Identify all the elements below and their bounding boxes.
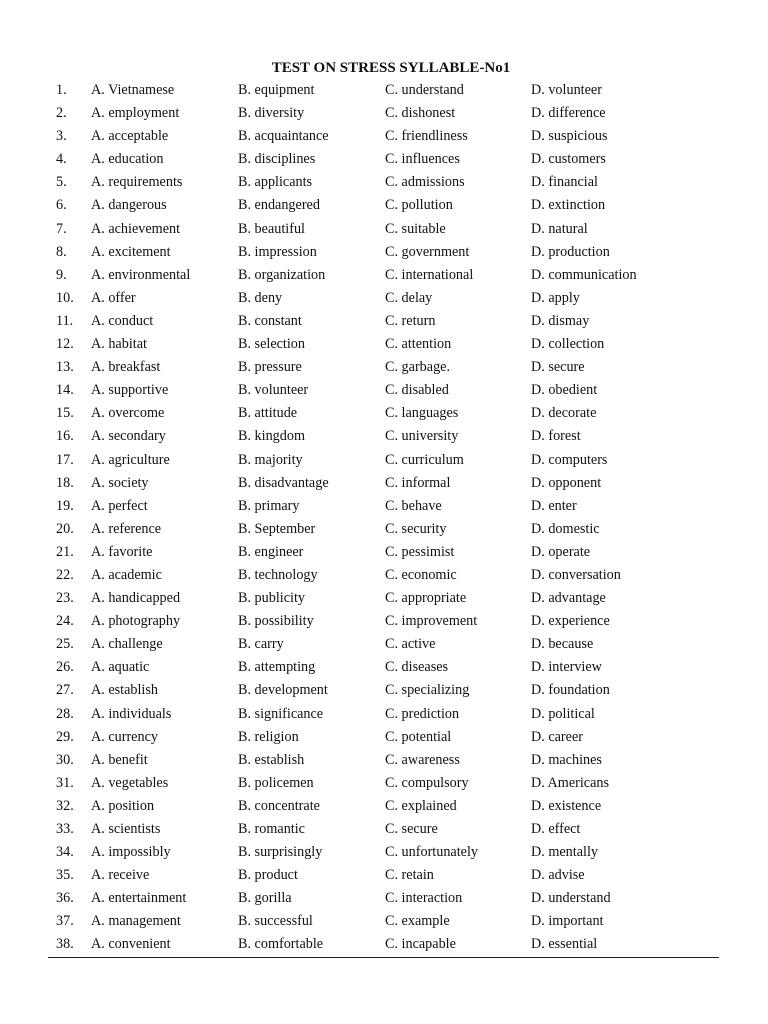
question-number: 19. — [56, 497, 74, 514]
question-row — [0, 425, 768, 448]
question-row — [0, 772, 768, 795]
question-row — [0, 633, 768, 656]
option-d: D. forest — [531, 428, 581, 445]
question-number: 8. — [56, 243, 67, 260]
option-d: D. collection — [531, 336, 605, 353]
option-a: A. reference — [91, 520, 162, 537]
option-c: C. understand — [385, 82, 464, 98]
option-a: A. handicapped — [91, 590, 181, 607]
option-a: A. supportive — [91, 382, 169, 399]
option-b: B. concentrate — [238, 797, 320, 814]
question-number: 9. — [56, 266, 67, 283]
option-a: A. Vietnamese — [91, 82, 175, 98]
option-d: D. enter — [531, 497, 577, 514]
option-b: B. establish — [238, 751, 305, 768]
option-a: A. convenient — [91, 936, 171, 953]
question-row — [0, 472, 768, 495]
option-d: D. important — [531, 913, 604, 930]
question-row — [0, 656, 768, 679]
question-row — [0, 310, 768, 333]
option-d: D. foundation — [531, 682, 610, 699]
option-c: C. return — [385, 312, 436, 329]
question-row — [0, 910, 768, 933]
question-row — [0, 194, 768, 217]
option-a: A. excitement — [91, 243, 171, 260]
question-row — [0, 795, 768, 818]
option-a: A. perfect — [91, 497, 148, 514]
option-b: B. engineer — [238, 543, 304, 560]
option-c: C. influences — [385, 151, 460, 168]
option-d: D. understand — [531, 890, 611, 907]
question-number: 30. — [56, 751, 74, 768]
option-b: B. majority — [238, 451, 303, 468]
option-d: D. operate — [531, 543, 591, 560]
option-b: B. applicants — [238, 174, 313, 191]
option-a: A. management — [91, 913, 181, 930]
option-d: D. essential — [531, 936, 598, 953]
option-d: D. political — [531, 705, 595, 722]
question-number: 7. — [56, 220, 67, 237]
option-d: D. dismay — [531, 312, 590, 329]
option-c: C. explained — [385, 797, 457, 814]
question-number: 18. — [56, 474, 74, 491]
bottom-divider — [48, 957, 719, 958]
question-row — [0, 218, 768, 241]
option-d: D. existence — [531, 797, 602, 814]
option-a: A. aquatic — [91, 659, 150, 676]
question-row — [0, 495, 768, 518]
option-c: C. compulsory — [385, 774, 469, 791]
option-a: A. society — [91, 474, 149, 491]
option-c: C. suitable — [385, 220, 446, 237]
question-row — [0, 287, 768, 310]
question-number: 15. — [56, 405, 74, 422]
option-d: D. advise — [531, 867, 585, 884]
option-c: C. admissions — [385, 174, 465, 191]
question-number: 33. — [56, 821, 74, 837]
option-d: D. suspicious — [531, 128, 608, 145]
question-number: 5. — [56, 174, 67, 191]
option-b: B. beautiful — [238, 220, 305, 237]
option-c: C. diseases — [385, 659, 449, 676]
question-row — [0, 541, 768, 564]
option-d: D. Americans — [531, 774, 610, 791]
option-a: A. benefit — [91, 751, 148, 768]
option-b: B. primary — [238, 497, 300, 514]
option-b: B. diversity — [238, 105, 305, 122]
option-c: C. secure — [385, 821, 438, 837]
option-a: A. position — [91, 797, 155, 814]
option-d: D. computers — [531, 451, 608, 468]
question-number: 22. — [56, 566, 74, 583]
option-b: B. carry — [238, 636, 284, 653]
question-number: 16. — [56, 428, 74, 445]
option-c: C. languages — [385, 405, 459, 422]
option-b: B. surprisingly — [238, 844, 323, 861]
option-a: A. conduct — [91, 312, 154, 329]
option-b: B. kingdom — [238, 428, 306, 445]
option-b: B. comfortable — [238, 936, 324, 953]
option-d: D. production — [531, 243, 610, 260]
option-a: A. photography — [91, 613, 181, 630]
option-c: C. prediction — [385, 705, 460, 722]
option-c: C. curriculum — [385, 451, 464, 468]
question-row — [0, 356, 768, 379]
option-c: C. international — [385, 266, 474, 283]
question-row — [0, 171, 768, 194]
option-d: D. volunteer — [531, 82, 602, 98]
option-a: A. habitat — [91, 336, 147, 353]
option-a: A. breakfast — [91, 359, 161, 376]
option-b: B. successful — [238, 913, 313, 930]
question-number: 26. — [56, 659, 74, 676]
option-d: D. natural — [531, 220, 588, 237]
question-row — [0, 264, 768, 287]
option-c: C. university — [385, 428, 459, 445]
option-b: B. disciplines — [238, 151, 316, 168]
option-d: D. opponent — [531, 474, 602, 491]
question-number: 38. — [56, 936, 74, 953]
option-a: A. overcome — [91, 405, 165, 422]
option-b: B. publicity — [238, 590, 305, 607]
option-b: B. romantic — [238, 821, 305, 837]
option-d: D. secure — [531, 359, 585, 376]
option-a: A. agriculture — [91, 451, 170, 468]
option-a: A. achievement — [91, 220, 181, 237]
option-c: C. economic — [385, 566, 457, 583]
option-c: C. appropriate — [385, 590, 467, 607]
option-b: B. development — [238, 682, 328, 699]
question-number: 14. — [56, 382, 74, 399]
question-row — [0, 241, 768, 264]
option-c: C. informal — [385, 474, 451, 491]
option-a: A. acceptable — [91, 128, 169, 145]
option-c: C. attention — [385, 336, 452, 353]
option-a: A. academic — [91, 566, 162, 583]
option-b: B. pressure — [238, 359, 302, 376]
option-a: A. vegetables — [91, 774, 169, 791]
question-number: 35. — [56, 867, 74, 884]
option-d: D. interview — [531, 659, 602, 676]
question-number: 36. — [56, 890, 74, 907]
option-d: D. difference — [531, 105, 606, 122]
option-d: D. domestic — [531, 520, 600, 537]
document-title: TEST ON STRESS SYLLABLE-No1 — [271, 60, 511, 76]
question-row — [0, 518, 768, 541]
option-c: C. potential — [385, 728, 452, 745]
question-row — [0, 818, 768, 841]
option-b: B. disadvantage — [238, 474, 329, 491]
option-d: D. customers — [531, 151, 606, 168]
question-number: 11. — [56, 312, 74, 329]
question-number: 27. — [56, 682, 74, 699]
question-number: 20. — [56, 520, 74, 537]
question-number: 17. — [56, 451, 74, 468]
option-a: A. currency — [91, 728, 158, 745]
option-c: C. interaction — [385, 890, 463, 907]
option-c: C. delay — [385, 289, 433, 306]
option-b: B. organization — [238, 266, 326, 283]
question-number: 2. — [56, 105, 67, 122]
question-row — [0, 610, 768, 633]
question-number: 21. — [56, 543, 74, 560]
option-c: C. awareness — [385, 751, 460, 768]
question-number: 1. — [56, 82, 67, 98]
option-d: D. extinction — [531, 197, 606, 214]
question-list — [0, 79, 768, 957]
option-c: C. retain — [385, 867, 434, 884]
question-row — [0, 841, 768, 864]
option-b: B. gorilla — [238, 890, 292, 907]
option-b: B. acquaintance — [238, 128, 329, 145]
option-a: A. receive — [91, 867, 150, 884]
option-a: A. secondary — [91, 428, 166, 445]
option-a: A. scientists — [91, 821, 161, 837]
option-c: C. garbage. — [385, 359, 451, 376]
option-b: B. endangered — [238, 197, 320, 214]
option-b: B. technology — [238, 566, 318, 583]
option-d: D. conversation — [531, 566, 621, 583]
option-b: B. equipment — [238, 82, 315, 98]
option-d: D. mentally — [531, 844, 598, 861]
option-d: D. because — [531, 636, 594, 653]
option-c: C. pessimist — [385, 543, 455, 560]
question-number: 25. — [56, 636, 74, 653]
option-c: C. active — [385, 636, 436, 653]
option-a: A. challenge — [91, 636, 163, 653]
option-c: C. example — [385, 913, 450, 930]
option-c: C. improvement — [385, 613, 478, 630]
option-a: A. establish — [91, 682, 158, 699]
question-number: 6. — [56, 197, 67, 214]
option-c: C. disabled — [385, 382, 449, 399]
question-number: 29. — [56, 728, 74, 745]
option-c: C. friendliness — [385, 128, 468, 145]
question-row — [0, 125, 768, 148]
option-b: B. volunteer — [238, 382, 309, 399]
question-number: 23. — [56, 590, 74, 607]
question-row — [0, 749, 768, 772]
option-c: C. specializing — [385, 682, 470, 699]
option-c: C. government — [385, 243, 470, 260]
option-d: D. financial — [531, 174, 598, 191]
option-b: B. possibility — [238, 613, 314, 630]
question-number: 31. — [56, 774, 74, 791]
question-row — [0, 379, 768, 402]
option-d: D. experience — [531, 613, 610, 630]
question-row — [0, 564, 768, 587]
question-number: 34. — [56, 844, 74, 861]
option-d: D. obedient — [531, 382, 598, 399]
option-b: B. religion — [238, 728, 299, 745]
option-b: B. deny — [238, 289, 283, 306]
option-d: D. career — [531, 728, 583, 745]
option-b: B. attitude — [238, 405, 298, 422]
question-number: 13. — [56, 359, 74, 376]
question-row — [0, 148, 768, 171]
question-number: 32. — [56, 797, 74, 814]
option-c: C. incapable — [385, 936, 456, 953]
option-a: A. impossibly — [91, 844, 171, 861]
question-number: 37. — [56, 913, 74, 930]
option-b: B. significance — [238, 705, 324, 722]
option-a: A. dangerous — [91, 197, 167, 214]
question-number: 4. — [56, 151, 67, 168]
option-a: A. entertainment — [91, 890, 187, 907]
question-row — [0, 726, 768, 749]
question-row — [0, 587, 768, 610]
option-a: A. environmental — [91, 266, 191, 283]
question-row — [0, 402, 768, 425]
option-c: C. unfortunately — [385, 844, 478, 861]
option-c: C. pollution — [385, 197, 453, 214]
option-d: D. advantage — [531, 590, 606, 607]
option-a: A. employment — [91, 105, 180, 122]
question-row — [0, 449, 768, 472]
option-c: C. security — [385, 520, 447, 537]
question-row — [0, 102, 768, 125]
option-b: B. selection — [238, 336, 305, 353]
question-row — [0, 703, 768, 726]
question-number: 10. — [56, 289, 74, 306]
option-a: A. education — [91, 151, 164, 168]
option-b: B. constant — [238, 312, 302, 329]
question-number: 24. — [56, 613, 74, 630]
question-row — [0, 79, 768, 102]
question-row — [0, 933, 768, 956]
option-a: A. requirements — [91, 174, 183, 191]
option-c: C. behave — [385, 497, 442, 514]
question-number: 28. — [56, 705, 74, 722]
question-row — [0, 679, 768, 702]
option-d: D. apply — [531, 289, 580, 306]
option-d: D. decorate — [531, 405, 597, 422]
question-number: 12. — [56, 336, 74, 353]
option-b: B. attempting — [238, 659, 316, 676]
question-row — [0, 864, 768, 887]
option-b: B. product — [238, 867, 298, 884]
option-b: B. policemen — [238, 774, 314, 791]
option-a: A. offer — [91, 289, 136, 306]
option-a: A. favorite — [91, 543, 153, 560]
question-row — [0, 333, 768, 356]
option-b: B. September — [238, 520, 316, 537]
question-row — [0, 887, 768, 910]
option-d: D. effect — [531, 821, 581, 837]
option-d: D. communication — [531, 266, 637, 283]
option-a: A. individuals — [91, 705, 172, 722]
question-number: 3. — [56, 128, 67, 145]
option-d: D. machines — [531, 751, 602, 768]
option-c: C. dishonest — [385, 105, 456, 122]
option-b: B. impression — [238, 243, 317, 260]
